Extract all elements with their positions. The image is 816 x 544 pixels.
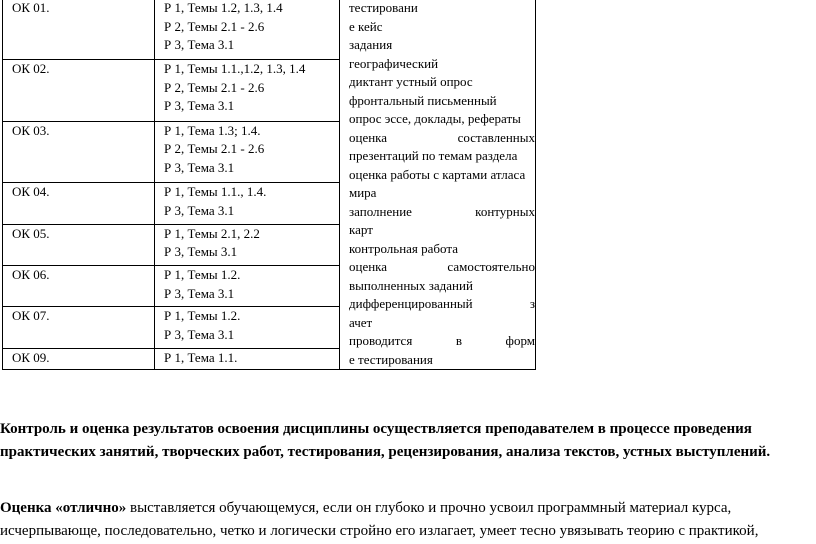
method-word: в [455,333,462,348]
method-word: проводится [349,333,413,348]
method-word: мира [349,185,377,200]
method-line [349,18,535,37]
topic-line: Р 1, Темы 1.2, 1.3, 1.4 [164,0,283,15]
competency-code: ОК 04. [3,183,155,224]
competency-code: ОК 02. [3,60,155,121]
method-word: контурных [475,203,535,219]
topic-line: Р 1, Темы 1.1., 1.4. [164,184,267,200]
topic-line: Р 2, Темы 2.1 - 2.6 [164,141,265,157]
method-word: географический [349,55,439,71]
topic-line: Р 1, Темы 2.1, 2.2 [164,225,260,241]
method-line [349,332,535,351]
assessment-methods-cell [340,0,536,370]
control-paragraph: Контроль и оценка результатов освоения дисциплины осуществляется преподавателем в процессе проведения практических занятий, творческих работ, тестирования, рецензирования, анализа текстов, устных выступлений. [0,421,771,460]
method-word: заполнение [349,203,412,219]
method-word: з [529,296,535,311]
method-word: тестировани [349,0,418,15]
competency-code: ОК 07. [3,307,155,348]
method-word: фронтальный письменный [349,92,497,108]
method-line [349,166,535,185]
topics-cell [155,348,340,369]
method-word: ачет [349,314,373,330]
method-word: карт [349,222,373,237]
topics-cell [155,0,340,60]
method-word: дифференцированный [349,296,473,311]
topic-line: Р 3, Тема 3.1 [164,285,235,301]
topic-line: Р 1, Тема 1.3; 1.4. [164,122,261,138]
method-word: форм [505,333,535,348]
topic-line: Р 3, Темы 3.1 [164,244,238,260]
competency-code: ОК 06. [3,266,155,307]
method-line [349,258,535,277]
method-word: оценка [349,129,388,145]
method-line [349,92,535,111]
competency-code: ОК 03. [3,121,155,182]
grade-excellent-label: Оценка «отлично» [0,500,127,516]
method-line [349,240,535,259]
method-line [349,147,535,166]
topics-cell [155,307,340,348]
grade-excellent-text: выставляется обучающемуся, если он глубоко и прочно усвоил программный материал курса, исчерпывающе, последовательно, четко и логически стройно его излагает, умеет тесно увязывать теорию с практикой, [0,500,759,539]
method-line [349,277,535,296]
method-word: опрос эссе, доклады, рефераты [349,111,521,126]
method-line [349,221,535,240]
topic-line: Р 3, Тема 3.1 [164,202,235,218]
method-word: самостоятельно [447,259,535,274]
method-line [349,129,535,148]
method-line [349,110,535,129]
grade-excellent-paragraph [0,497,816,543]
method-line [349,55,535,74]
topic-line: Р 2, Темы 2.1 - 2.6 [164,79,265,95]
topics-cell [155,60,340,121]
method-word: диктант устный опрос [349,74,473,89]
topics-cell [155,266,340,307]
method-line [349,36,535,55]
method-line [349,73,535,92]
competency-table [2,0,536,370]
method-word: задания [349,37,393,52]
method-word: оценка [349,259,388,274]
topic-line: Р 1, Темы 1.1.,1.2, 1.3, 1.4 [164,61,306,77]
topic-line: Р 1, Темы 1.2. [164,267,241,283]
topic-line: Р 3, Тема 3.1 [164,326,235,342]
competency-code: ОК 09. [3,348,155,369]
method-word: выполненных заданий [349,277,473,293]
method-line [349,314,535,333]
competency-code: ОК 01. [3,0,155,60]
competency-code: ОК 05. [3,224,155,265]
topic-line: Р 3, Тема 3.1 [164,98,235,114]
method-line [349,351,535,370]
topics-cell [155,121,340,182]
method-line [349,0,535,18]
topics-cell [155,183,340,224]
topic-line: Р 1, Тема 1.1. [164,349,238,365]
method-line [349,295,535,314]
method-word: е тестирования [349,351,433,367]
topic-line: Р 3, Тема 3.1 [164,159,235,175]
method-word: составленных [457,129,535,145]
method-word: е кейс [349,18,383,34]
method-word: презентаций по темам раздела [349,148,518,163]
topics-cell [155,224,340,265]
method-line [349,203,535,222]
method-line [349,184,535,203]
table-row [3,0,536,60]
method-word: оценка работы с картами атласа [349,166,526,182]
topic-line: Р 3, Тема 3.1 [164,37,235,52]
topic-line: Р 1, Темы 1.2. [164,308,241,324]
method-word: контрольная работа [349,240,458,256]
topic-line: Р 2, Темы 2.1 - 2.6 [164,18,265,34]
